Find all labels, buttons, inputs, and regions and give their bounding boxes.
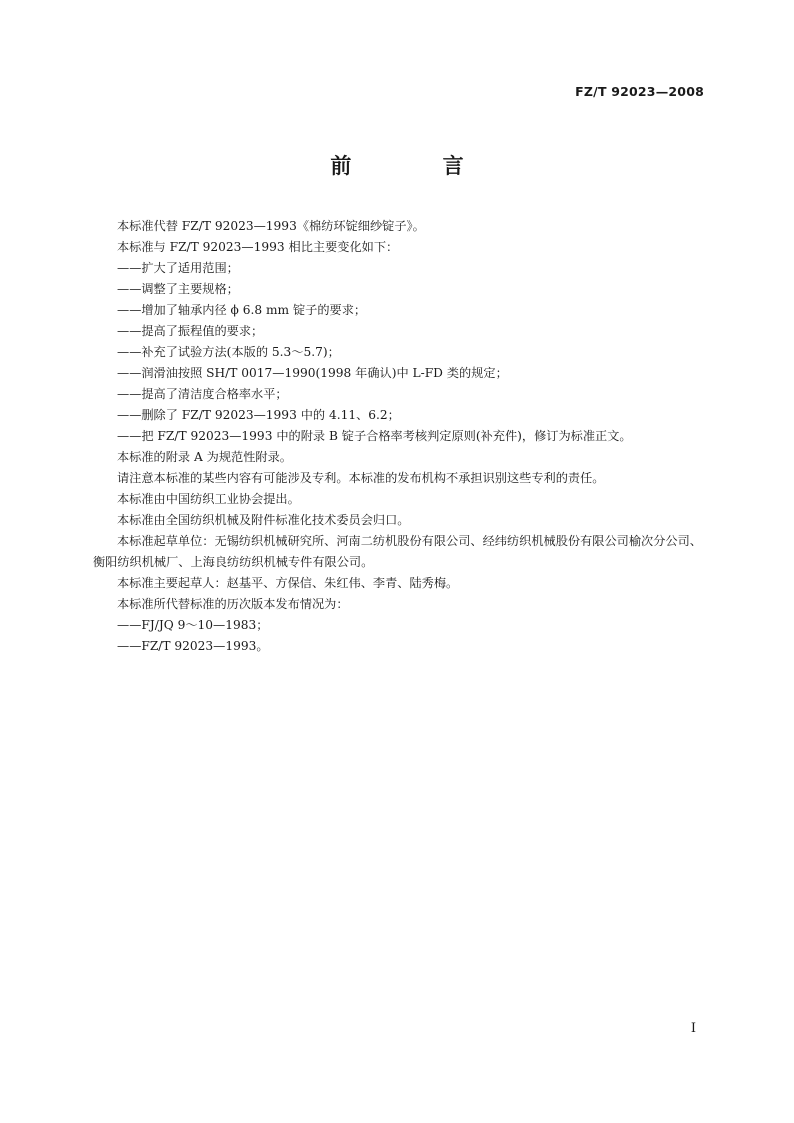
change-item: ——调整了主要规格； xyxy=(117,282,239,296)
page-title: 前 言 xyxy=(330,154,506,178)
paragraph-patent-notice: 请注意本标准的某些内容有可能涉及专利。本标准的发布机构不承担识别这些专利的责任。 xyxy=(117,471,605,485)
page-number: I xyxy=(690,1021,696,1036)
paragraph-managed-by: 本标准由全国纺织机械及附件标准化技术委员会归口。 xyxy=(117,513,410,527)
change-item: ——补充了试验方法(本版的 5.3～5.7)； xyxy=(117,345,340,359)
paragraph-replaces: 本标准代替 FZ/T 92023—1993《棉纺环锭细纱锭子》。 xyxy=(117,219,425,233)
paragraph-drafting-units: 本标准起草单位：无锡纺织机械研究所、河南二纺机股份有限公司、经纬纺织机械股份有限公司榆次分公司、衡阳纺织机械厂、上海良纺纺织机械专件有限公司。 xyxy=(93,534,702,569)
paragraph-proposed-by: 本标准由中国纺织工业协会提出。 xyxy=(117,492,300,506)
standard-code: FZ/T 92023—2008 xyxy=(575,84,704,99)
history-item: ——FJ/JQ 9～10—1983； xyxy=(117,618,269,632)
change-item: ——增加了轴承内径 ϕ 6.8 mm 锭子的要求； xyxy=(117,303,367,317)
paragraph-changes-intro: 本标准与 FZ/T 92023—1993 相比主要变化如下： xyxy=(117,240,399,254)
paragraph-drafters: 本标准主要起草人：赵基平、方保信、朱红伟、李青、陆秀梅。 xyxy=(117,576,459,590)
paragraph-annex: 本标准的附录 A 为规范性附录。 xyxy=(117,450,292,464)
history-item: ——FZ/T 92023—1993。 xyxy=(117,639,269,653)
change-item: ——润滑油按照 SH/T 0017—1990(1998 年确认)中 L-FD 类的规定； xyxy=(117,366,508,380)
paragraph-history-intro: 本标准所代替标准的历次版本发布情况为： xyxy=(117,597,349,611)
change-item: ——删除了 FZ/T 92023—1993 中的 4.11、6.2； xyxy=(117,408,400,422)
change-item: ——提高了清洁度合格率水平； xyxy=(117,387,288,401)
change-item: ——扩大了适用范围； xyxy=(117,261,239,275)
change-item: ——提高了振程值的要求； xyxy=(117,324,264,338)
change-item: ——把 FZ/T 92023—1993 中的附录 B 锭子合格率考核判定原则(补充件)，修订为标准正文。 xyxy=(117,429,632,443)
foreword-body xyxy=(93,216,705,657)
